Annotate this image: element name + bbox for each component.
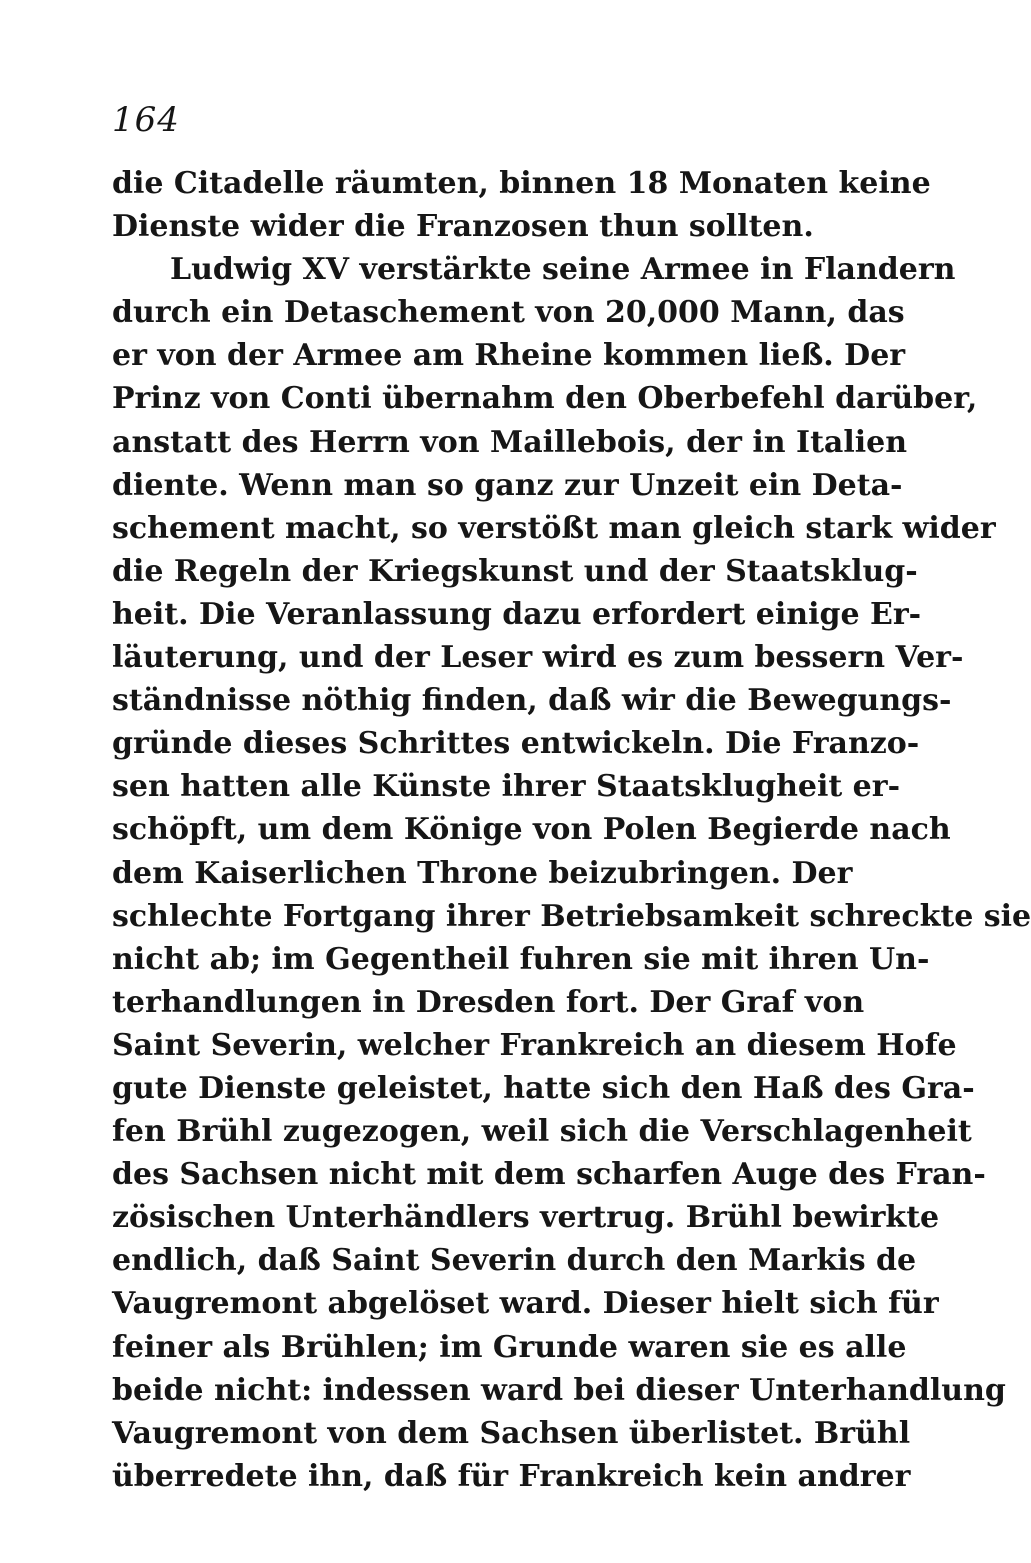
text-line: endlich, daß Saint Severin durch den Markis de <box>112 1243 917 1279</box>
text-line: fen Brühl zugezogen, weil sich die Verschlagenheit <box>112 1114 972 1150</box>
text-line: heit. Die Veranlassung dazu erfordert einige Er- <box>112 596 922 632</box>
body-text <box>112 162 1031 1498</box>
text-line: des Sachsen nicht mit dem scharfen Auge des Fran- <box>112 1157 986 1193</box>
text-line: Dienste wider die Franzosen thun sollten. <box>112 209 814 245</box>
text-line: feiner als Brühlen; im Grunde waren sie es alle <box>112 1329 907 1365</box>
text-line: Prinz von Conti übernahm den Oberbefehl darüber, <box>112 381 978 417</box>
text-line: nicht ab; im Gegentheil fuhren sie mit ihren Un- <box>112 941 930 977</box>
text-line: zösischen Unterhändlers vertrug. Brühl bewirkte <box>112 1200 940 1236</box>
text-line: läuterung, und der Leser wird es zum bessern Ver- <box>112 640 964 676</box>
text-line: dem Kaiserlichen Throne beizubringen. Der <box>112 855 853 891</box>
text-line: schement macht, so verstößt man gleich stark wider <box>112 510 996 546</box>
text-line: gründe dieses Schrittes entwickeln. Die Franzo- <box>112 726 920 762</box>
text-line: beide nicht: indessen ward bei dieser Unterhandlung <box>112 1372 1006 1408</box>
text-line: Ludwig XV verstärkte seine Armee in Flandern <box>170 252 956 288</box>
text-line: schlechte Fortgang ihrer Betriebsamkeit schreckte sie <box>112 898 1031 934</box>
text-line: sen hatten alle Künste ihrer Staatsklugheit er- <box>112 769 901 805</box>
text-line: schöpft, um dem Könige von Polen Begierde nach <box>112 812 951 848</box>
text-line: überredete ihn, daß für Frankreich kein andrer <box>112 1458 911 1494</box>
page-number: 164 <box>112 100 180 140</box>
text-line: anstatt des Herrn von Maillebois, der in Italien <box>112 424 908 460</box>
text-line: er von der Armee am Rheine kommen ließ. Der <box>112 338 906 374</box>
text-line: Vaugremont von dem Sachsen überlistet. Brühl <box>112 1415 911 1451</box>
text-line: die Regeln der Kriegskunst und der Staatsklug- <box>112 553 918 589</box>
text-line: diente. Wenn man so ganz zur Unzeit ein Deta- <box>112 467 903 503</box>
text-line: Vaugremont abgelöset ward. Dieser hielt sich für <box>112 1286 939 1322</box>
text-line: terhandlungen in Dresden fort. Der Graf von <box>112 984 865 1020</box>
text-line: durch ein Detaschement von 20,000 Mann, das <box>112 295 905 331</box>
text-line: Saint Severin, welcher Frankreich an diesem Hofe <box>112 1027 957 1063</box>
text-line: gute Dienste geleistet, hatte sich den Haß des Gra- <box>112 1070 975 1106</box>
text-line: ständnisse nöthig finden, daß wir die Bewegungs- <box>112 683 952 719</box>
text-line: die Citadelle räumten, binnen 18 Monaten keine <box>112 166 931 201</box>
